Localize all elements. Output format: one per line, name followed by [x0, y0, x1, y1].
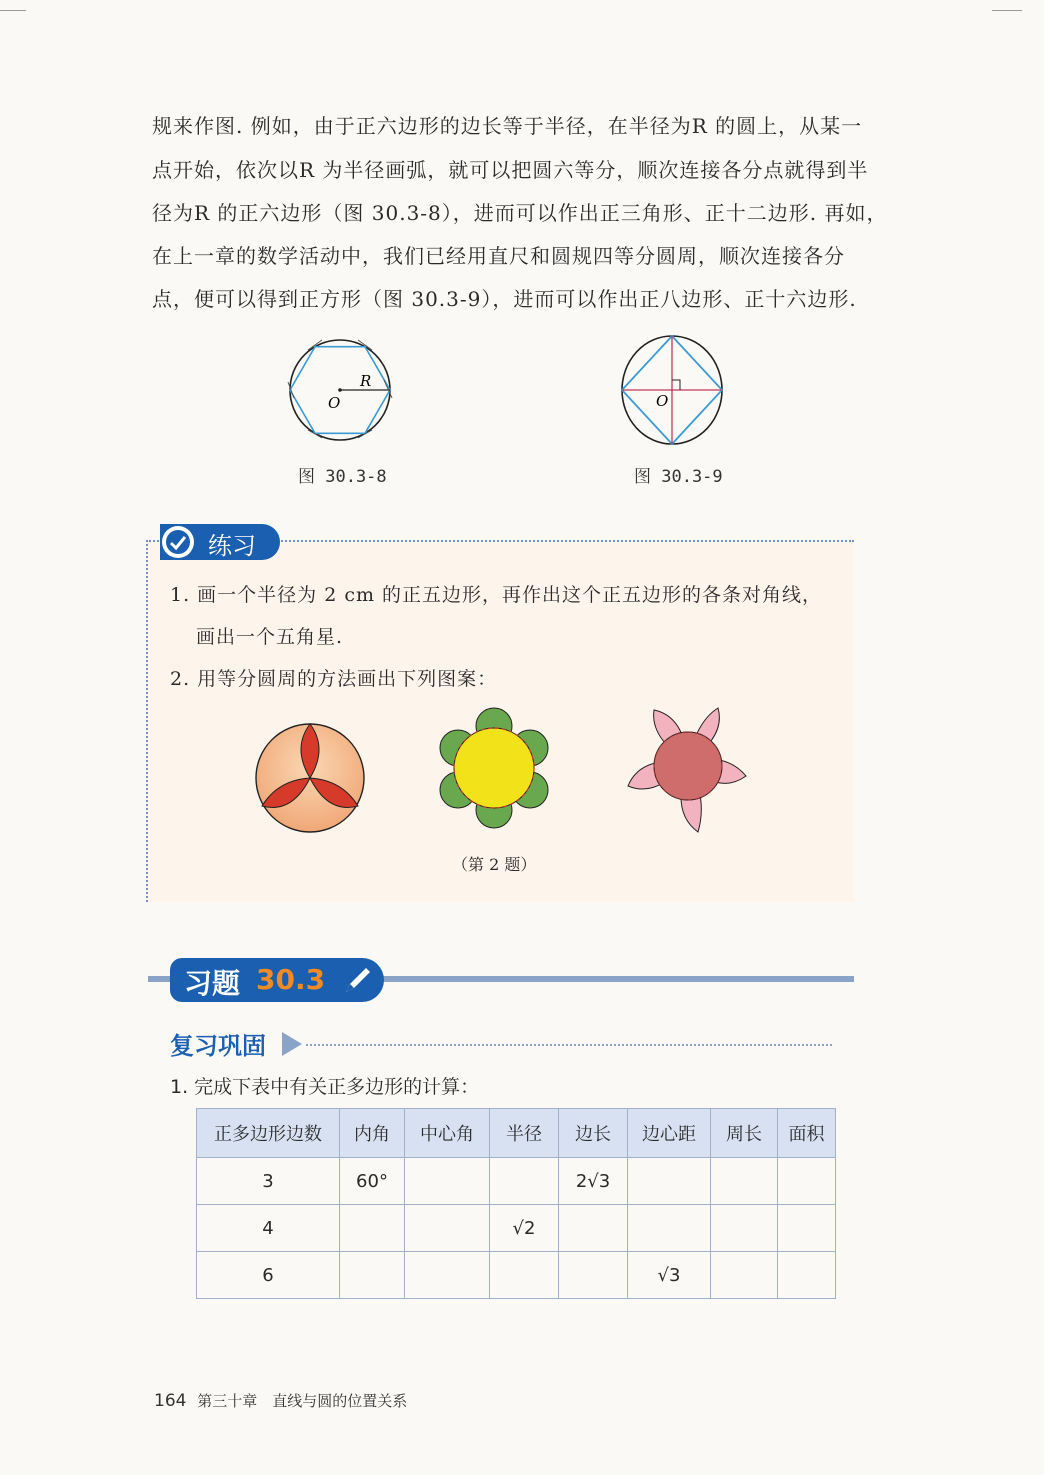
page-number: 164	[154, 1391, 187, 1411]
table-cell	[711, 1252, 778, 1299]
practice-item-2: 2. 用等分圆周的方法画出下列图案：	[170, 668, 498, 690]
table-cell	[711, 1158, 778, 1205]
table-cell	[405, 1205, 490, 1252]
label-o: O	[328, 394, 341, 412]
table-cell	[490, 1158, 559, 1205]
table-header: 正多边形边数	[197, 1109, 340, 1158]
table-cell	[559, 1252, 628, 1299]
triangle-arrow-icon	[282, 1032, 302, 1056]
table-row	[197, 1252, 836, 1299]
table-cell: 6	[197, 1252, 340, 1299]
table-cell	[778, 1205, 836, 1252]
paragraph-line: 规来作图. 例如，由于正六边形的边长等于半径，在半径为R 的圆上，从某一	[152, 114, 863, 138]
table-header: 周长	[711, 1109, 778, 1158]
pattern-three-petals	[252, 718, 368, 838]
table-header-row	[197, 1109, 836, 1158]
table-cell: 60°	[340, 1158, 405, 1205]
pencil-icon	[342, 964, 374, 1000]
table-cell	[628, 1158, 711, 1205]
table-cell: √2	[490, 1205, 559, 1252]
polygon-table	[196, 1108, 836, 1299]
exercise-title-label: 习题	[184, 967, 241, 1000]
corner-mark-left	[0, 10, 26, 11]
practice-item-1-cont: 画出一个五角星.	[196, 626, 344, 648]
table-cell: 2√3	[559, 1158, 628, 1205]
table-header: 中心角	[405, 1109, 490, 1158]
table-cell	[340, 1205, 405, 1252]
table-cell	[490, 1252, 559, 1299]
table-cell	[559, 1205, 628, 1252]
practice-icon	[162, 526, 194, 558]
table-header: 边长	[559, 1109, 628, 1158]
page-footer	[154, 1390, 407, 1411]
table-cell: 3	[197, 1158, 340, 1205]
section-dotted-line	[306, 1044, 832, 1046]
table-header: 半径	[490, 1109, 559, 1158]
corner-mark-right	[992, 10, 1022, 11]
table-cell	[711, 1205, 778, 1252]
table-cell	[778, 1252, 836, 1299]
practice-item-1: 1. 画一个半径为 2 cm 的正五边形，再作出这个正五边形的各条对角线，	[170, 584, 823, 606]
table-cell	[628, 1205, 711, 1252]
paragraph-line: 在上一章的数学活动中，我们已经用直尺和圆规四等分圆周，顺次连接各分	[152, 244, 845, 268]
exercise-title-number: 30.3	[256, 963, 326, 996]
table-header: 边心距	[628, 1109, 711, 1158]
table-cell: 4	[197, 1205, 340, 1252]
table-header: 面积	[778, 1109, 836, 1158]
label-r: R	[360, 372, 372, 390]
paragraph-line: 径为R 的正六边形（图 30.3-8），进而可以作出正三角形、正十二边形. 再如，	[152, 201, 888, 225]
table-header: 内角	[340, 1109, 405, 1158]
paragraph-line: 点，便可以得到正方形（图 30.3-9），进而可以作出正八边形、正十六边形.	[152, 287, 857, 311]
paragraph-line: 点开始，依次以R 为半径画弧，就可以把圆六等分，顺次连接各分点就得到半	[152, 158, 869, 182]
pattern-flower-pink	[626, 702, 750, 838]
practice-tab	[160, 524, 280, 560]
practice-caption: （第 2 题）	[452, 855, 537, 874]
table-row	[197, 1205, 836, 1252]
label-o: O	[656, 392, 669, 410]
exercise-tab	[170, 958, 384, 1002]
figure-caption-1: 图 30.3-8	[298, 467, 387, 487]
figure-caption-2: 图 30.3-9	[634, 467, 723, 487]
figure-square-in-circle	[616, 326, 728, 454]
table-cell	[778, 1158, 836, 1205]
section-review: 复习巩固	[170, 1032, 266, 1060]
exercise-q1: 1. 完成下表中有关正多边形的计算：	[170, 1076, 480, 1098]
pattern-flower-yellow	[438, 706, 550, 830]
table-cell: √3	[628, 1252, 711, 1299]
table-cell	[340, 1252, 405, 1299]
figure-hexagon-in-circle	[280, 326, 400, 454]
chapter-title: 第三十章 直线与圆的位置关系	[197, 1392, 408, 1410]
table-cell	[405, 1158, 490, 1205]
table-cell	[405, 1252, 490, 1299]
table-row	[197, 1158, 836, 1205]
practice-title: 练习	[208, 532, 256, 560]
